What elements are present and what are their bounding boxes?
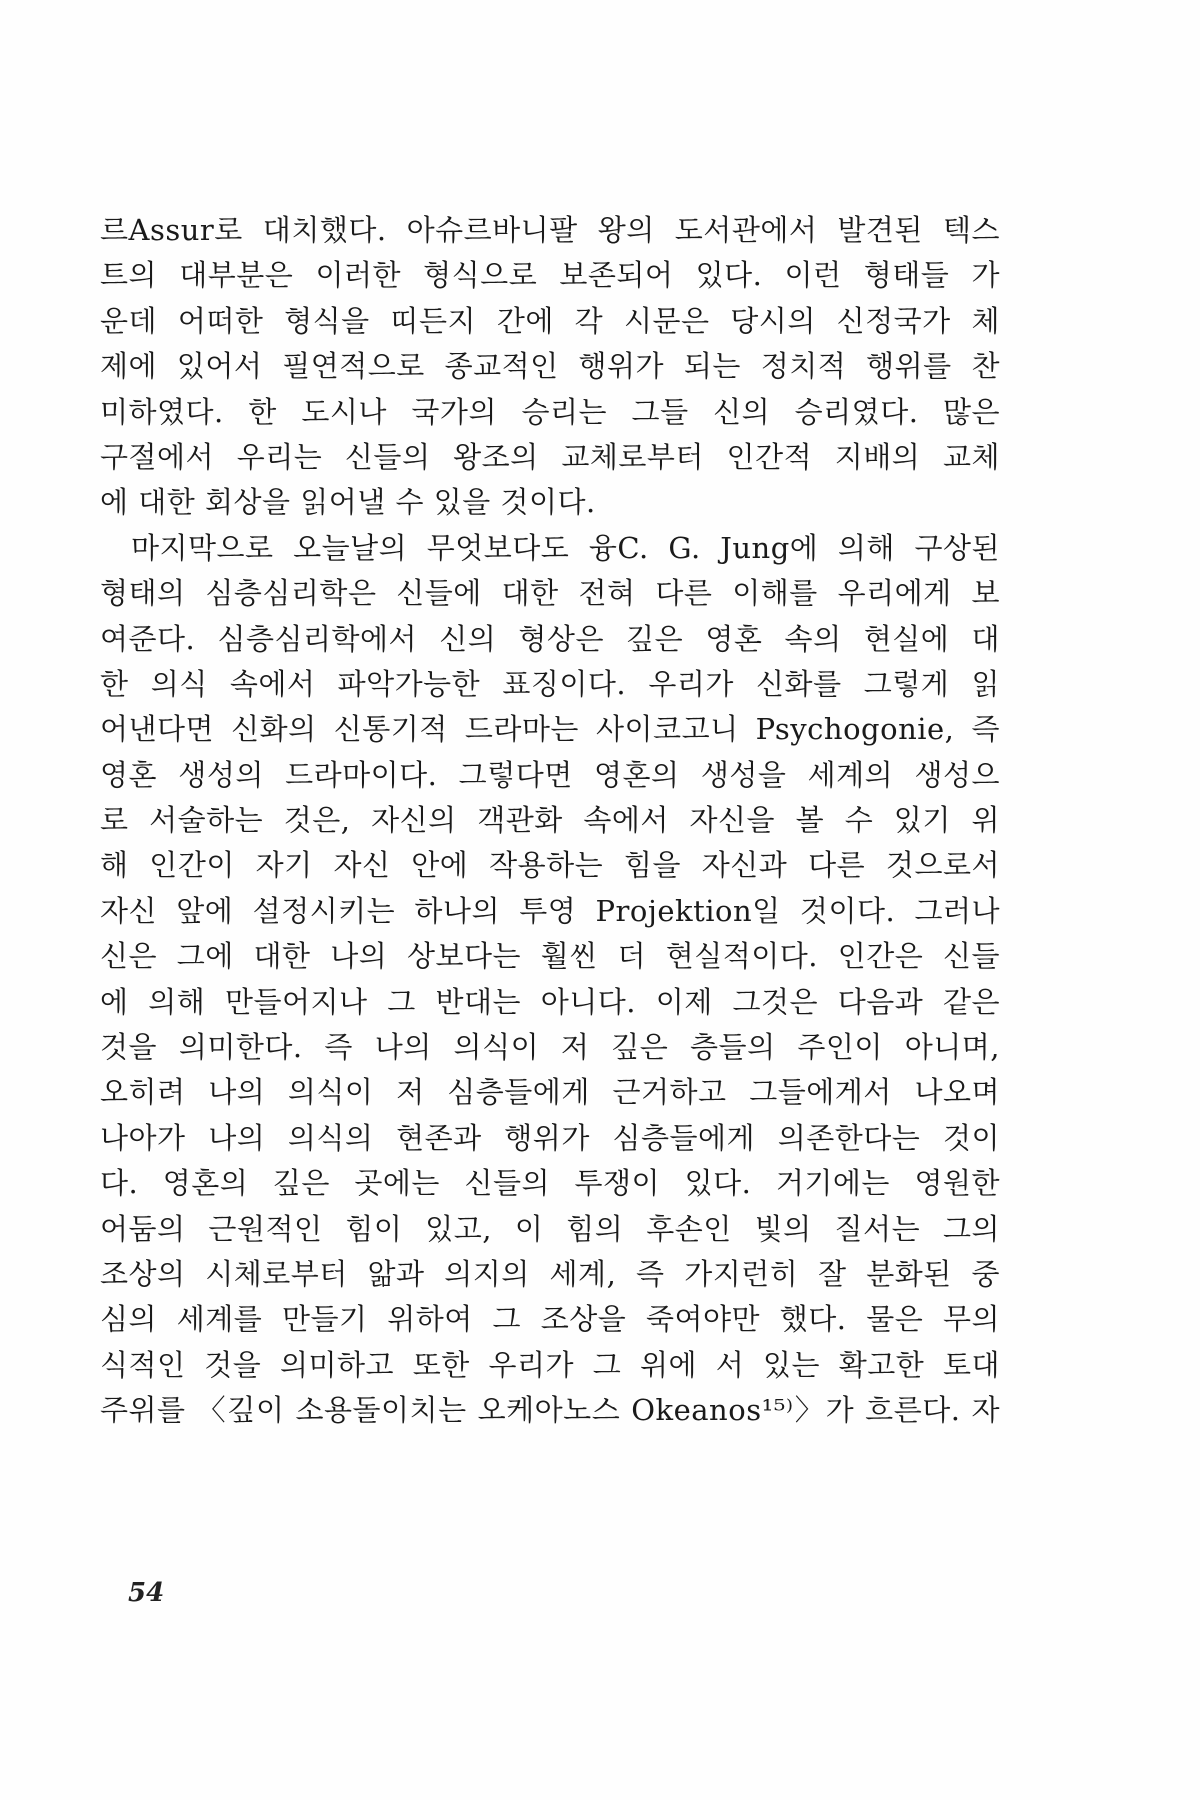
text-line: 운데 어떠한 형식을 띠든지 간에 각 시문은 당시의 신정국가 체: [100, 303, 1000, 338]
text-line: 영혼 생성의 드라마이다. 그렇다면 영혼의 생성을 세계의 생성으: [100, 757, 1000, 792]
text-line: 심의 세계를 만들기 위하여 그 조상을 죽여야만 했다. 물은 무의: [100, 1302, 1000, 1337]
text-line: 자신 앞에 설정시키는 하나의 투영 Projektion일 것이다. 그러나: [100, 893, 1000, 928]
page-number: 54: [128, 1578, 165, 1608]
text-line: 식적인 것을 의미하고 또한 우리가 그 위에 서 있는 확고한 토대: [100, 1347, 1000, 1382]
text-line: 에 의해 만들어지나 그 반대는 아니다. 이제 그것은 다음과 같은: [100, 984, 1000, 1019]
text-line: 어낸다면 신화의 신통기적 드라마는 사이코고니 Psychogonie, 즉: [100, 712, 1000, 747]
text-line: 형태의 심층심리학은 신들에 대한 전혀 다른 이해를 우리에게 보: [100, 576, 1000, 611]
text-line: 한 의식 속에서 파악가능한 표징이다. 우리가 신화를 그렇게 읽: [100, 666, 1000, 701]
text-line: 나아가 나의 의식의 현존과 행위가 심층들에게 의존한다는 것이: [100, 1120, 1000, 1155]
text-line: 에 대한 회상을 읽어낼 수 있을 것이다.: [100, 485, 596, 520]
paragraph-start-line: 마지막으로 오늘날의 무엇보다도 융C. G. Jung에 의해 구상된: [131, 530, 1000, 565]
text-line: 어둠의 근원적인 힘이 있고, 이 힘의 후손인 빛의 질서는 그의: [100, 1211, 1000, 1246]
text-line: 제에 있어서 필연적으로 종교적인 행위가 되는 정치적 행위를 찬: [100, 349, 1000, 384]
text-line: 트의 대부분은 이러한 형식으로 보존되어 있다. 이런 형태들 가: [100, 258, 1000, 293]
text-line: 로 서술하는 것은, 자신의 객관화 속에서 자신을 볼 수 있기 위: [100, 803, 1000, 838]
text-line: 구절에서 우리는 신들의 왕조의 교체로부터 인간적 지배의 교체: [100, 439, 1000, 474]
text-line: 미하였다. 한 도시나 국가의 승리는 그들 신의 승리였다. 많은: [100, 394, 1000, 429]
text-line: 조상의 시체로부터 앎과 의지의 세계, 즉 가지런히 잘 분화된 중: [100, 1256, 1000, 1291]
text-line: 해 인간이 자기 자신 안에 작용하는 힘을 자신과 다른 것으로서: [100, 848, 1000, 883]
text-line: 여준다. 심층심리학에서 신의 형상은 깊은 영혼 속의 현실에 대: [100, 621, 1000, 656]
text-line: 다. 영혼의 깊은 곳에는 신들의 투쟁이 있다. 거기에는 영원한: [100, 1166, 1000, 1201]
text-line: 것을 의미한다. 즉 나의 의식이 저 깊은 층들의 주인이 아니며,: [100, 1030, 1000, 1065]
text-line: 르Assur로 대치했다. 아슈르바니팔 왕의 도서관에서 발견된 텍스: [100, 213, 1000, 247]
body-text: [100, 208, 1000, 1434]
text-line: 신은 그에 대한 나의 상보다는 훨씬 더 현실적이다. 인간은 신들: [100, 939, 1000, 974]
text-line: 주위를 〈깊이 소용돌이치는 오케아노스 Okeanos¹⁵⁾〉가 흐른다. 자: [100, 1393, 1000, 1428]
text-line: 오히려 나의 의식이 저 심층들에게 근거하고 그들에게서 나오며: [100, 1075, 1000, 1110]
